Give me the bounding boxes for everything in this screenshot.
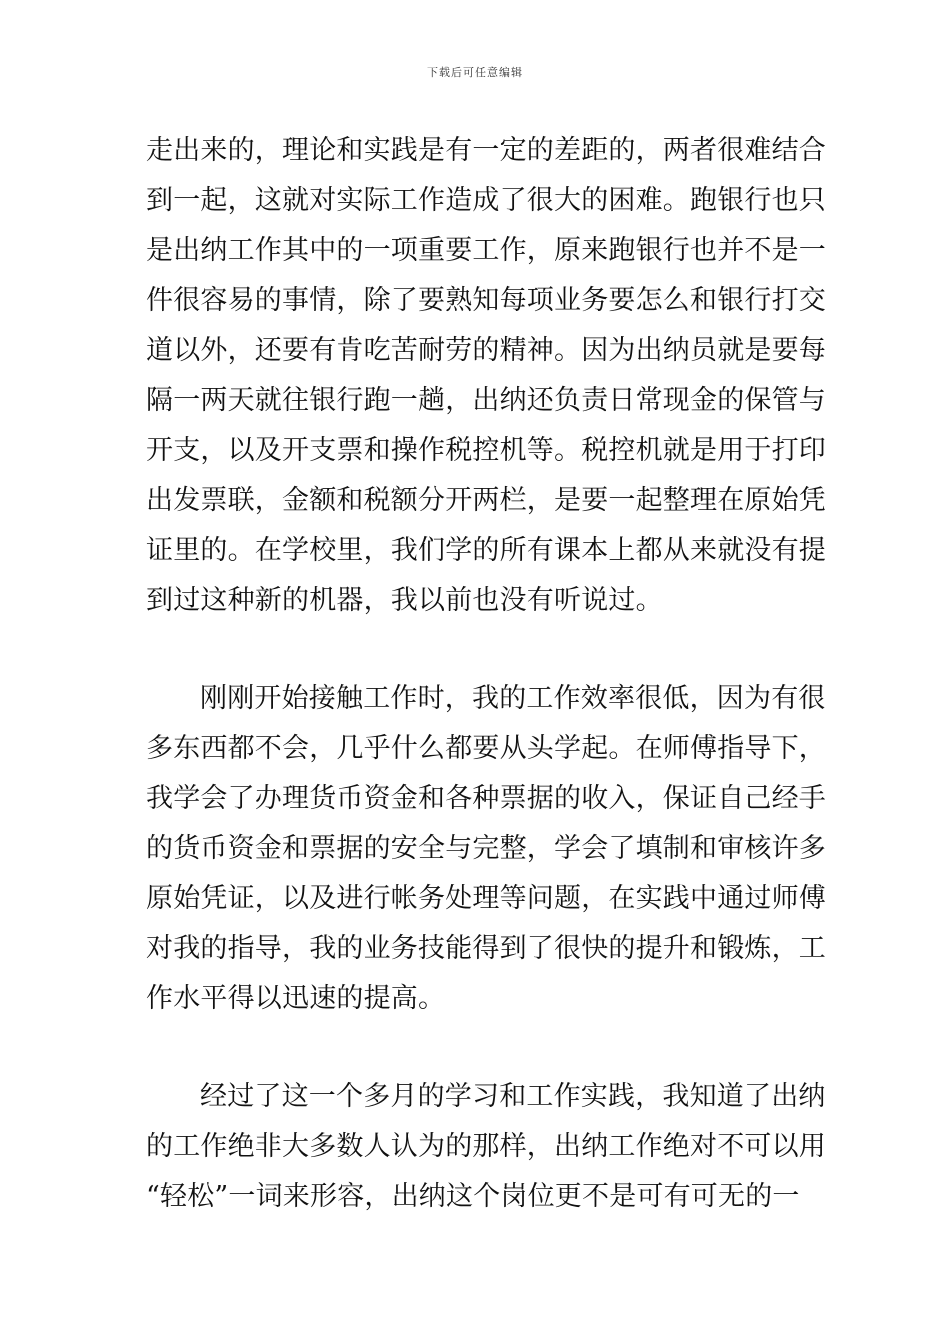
paragraph-1-line: 道以外，还要有肯吃苦耐劳的精神。因为出纳员就是要每 — [146, 335, 826, 366]
paragraph-gap — [146, 1024, 806, 1072]
paragraph-1-line: 是出纳工作其中的一项重要工作，原来跑银行也并不是一 — [146, 235, 826, 266]
paragraph-2-line: 作水平得以迅速的提高。 — [146, 983, 446, 1014]
header-note: 下载后可任意编辑 — [427, 66, 523, 79]
paragraph-1-line: 证里的。在学校里，我们学的所有课本上都从来就没有提 — [146, 535, 826, 566]
paragraph-2-line: 原始凭证，以及进行帐务处理等问题，在实践中通过师傅 — [146, 883, 826, 914]
paragraph-1-line: 件很容易的事情，除了要熟知每项业务要怎么和银行打交 — [146, 285, 826, 316]
paragraph-2-line: 刚刚开始接触工作时，我的工作效率很低，因为有很 — [200, 683, 826, 714]
paragraph-2-line: 对我的指导，我的业务技能得到了很快的提升和锻炼，工 — [146, 933, 826, 964]
paragraph-gap — [146, 626, 806, 674]
paragraph-2-line: 我学会了办理货币资金和各种票据的收入，保证自己经手 — [146, 783, 826, 814]
paragraph-3-line: “轻松”一词来形容，出纳这个岗位更不是可有可无的一 — [146, 1181, 800, 1212]
paragraph-1-line: 出发票联，金额和税额分开两栏，是要一起整理在原始凭 — [146, 485, 826, 516]
paragraph-1-line: 走出来的，理论和实践是有一定的差距的，两者很难结合 — [146, 135, 826, 166]
paragraph-3-line: 经过了这一个多月的学习和工作实践，我知道了出纳 — [200, 1081, 826, 1112]
paragraph-2-line: 多东西都不会，几乎什么都要从头学起。在师傅指导下， — [146, 733, 826, 764]
paragraph-3-line: 的工作绝非大多数人认为的那样，出纳工作绝对不可以用 — [146, 1131, 826, 1162]
paragraph-1-line: 到过这种新的机器，我以前也没有听说过。 — [146, 585, 663, 616]
paragraph-1-line: 开支，以及开支票和操作税控机等。税控机就是用于打印 — [146, 435, 826, 466]
paragraph-2-line: 的货币资金和票据的安全与完整，学会了填制和审核许多 — [146, 833, 826, 864]
paragraph-1-line: 到一起，这就对实际工作造成了很大的困难。跑银行也只 — [146, 185, 826, 216]
body-text — [146, 126, 826, 1222]
paragraph-1-line: 隔一两天就往银行跑一趟，出纳还负责日常现金的保管与 — [146, 385, 826, 416]
